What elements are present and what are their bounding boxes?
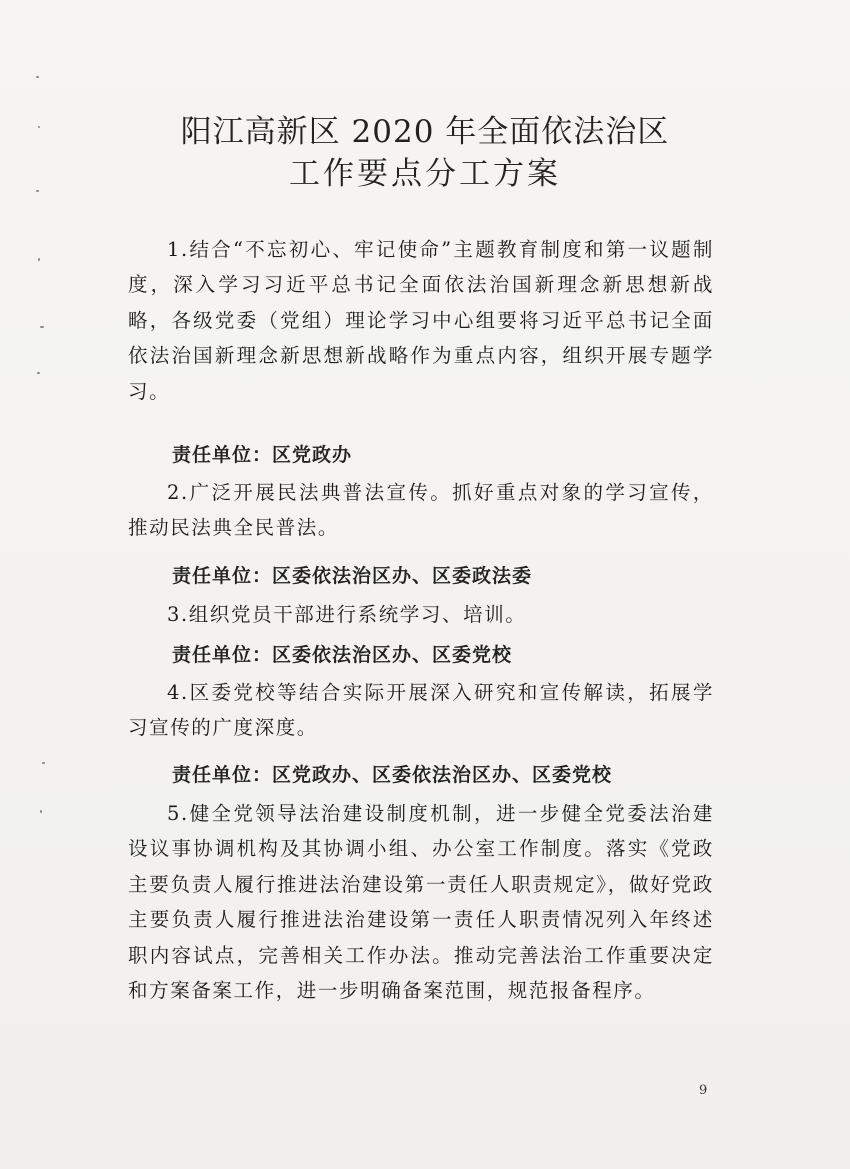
- document-title-line1: 阳江高新区 2020 年全面依法治区: [180, 114, 670, 150]
- scan-speck: [40, 326, 44, 328]
- document-title-line2: 工作要点分工方案: [289, 156, 561, 192]
- item-1-responsibility: 责任单位：区党政办: [172, 444, 353, 466]
- item-1-text: 1.结合“不忘初心、牢记使命”主题教育制度和第一议题制度，深入学习习近平总书记全面依法治国新理念新思想新战略，各级党委（党组）理论学习中心组要将习近平总书记全面依法治国新理念新思想新战略作为重点内容，组织开展专题学习。: [128, 238, 714, 403]
- item-2-text: 2.广泛开展民法典普法宣传。抓好重点对象的学习宣传，推动民法典全民普法。: [128, 481, 714, 540]
- item-3-text: 3.组织党员干部进行系统学习、培训。: [167, 603, 527, 626]
- page-number: 9: [699, 1083, 708, 1098]
- scan-speck: [37, 372, 40, 374]
- item-4-responsibility: 责任单位：区党政办、区委依法治区办、区委党校: [172, 764, 613, 786]
- item-2-responsibility: 责任单位：区委依法治区办、区委政法委: [172, 565, 533, 587]
- item-5-text: 5.健全党领导法治建设制度机制，进一步健全党委法治建设议事协调机构及其协调小组、办公室工作制度。落实《党政主要负责人履行推进法治建设第一责任人职责规定》，做好党政主要负责人履行推进法治建设第一责任人职责情况列入年终述职内容试点，完善相关工作办法。推动完善法治工作重要决定和方案备案工作，进一步明确备案范围，规范报备程序。: [128, 802, 714, 1003]
- scan-speck: [40, 810, 42, 813]
- scan-speck: [36, 76, 39, 78]
- item-4-text: 4.区委党校等结合实际开展深入研究和宣传解读，拓展学习宣传的广度深度。: [128, 681, 714, 740]
- scan-speck: [38, 258, 40, 261]
- item-3-responsibility: 责任单位：区委依法治区办、区委党校: [172, 644, 513, 666]
- scan-speck: [42, 762, 45, 764]
